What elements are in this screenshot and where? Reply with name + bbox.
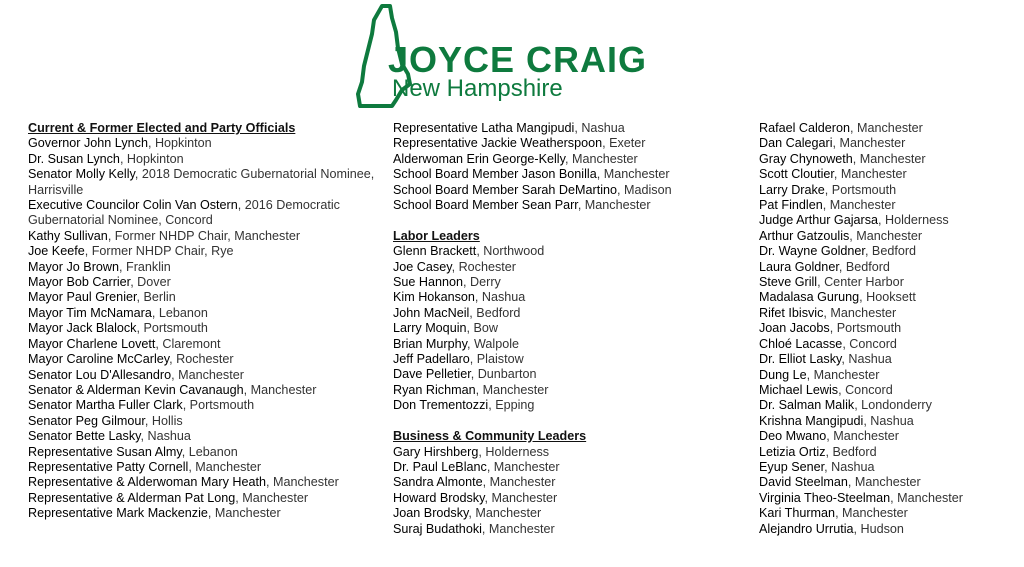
endorser-entry	[393, 522, 733, 537]
endorser-name: Pat Findlen	[759, 198, 823, 213]
endorser-entry	[393, 275, 733, 290]
endorser-name: School Board Member Sean Parr	[393, 198, 578, 213]
endorser-entry	[759, 460, 1019, 475]
endorser-entry	[28, 152, 388, 167]
endorser-entry	[28, 368, 388, 383]
endorsement-column-3	[759, 121, 1019, 552]
endorser-name: Senator Lou D'Allesandro	[28, 367, 172, 382]
endorser-entry	[28, 398, 388, 413]
endorser-entry	[393, 136, 733, 151]
endorser-entry	[28, 290, 388, 305]
endorser-name: Don Trementozzi	[393, 398, 489, 413]
endorser-location: , Manchester	[835, 506, 908, 521]
endorser-location: , Nashua	[474, 290, 526, 305]
endorser-entry	[759, 414, 1019, 429]
endorser-entry	[393, 475, 733, 490]
endorser-name: Dan Calegari	[759, 136, 833, 151]
endorser-entry	[759, 275, 1019, 290]
endorser-entry	[759, 213, 1019, 228]
endorser-entry	[759, 475, 1019, 490]
endorser-entry	[759, 321, 1019, 336]
endorser-name: John MacNeil	[393, 305, 470, 320]
endorser-entry	[28, 136, 388, 151]
endorser-name: Joan Brodsky	[393, 506, 469, 521]
endorser-name: Dave Pelletier	[393, 367, 471, 382]
endorser-name: Joan Jacobs	[759, 321, 830, 336]
endorser-entry	[759, 244, 1019, 259]
endorser-location: , Dunbarton	[470, 367, 537, 382]
endorser-name: Senator Molly Kelly	[28, 167, 135, 182]
endorser-entry	[759, 491, 1019, 506]
endorser-location: , Hudson	[853, 521, 904, 536]
endorser-entry	[28, 445, 388, 460]
endorser-location: , Portsmouth	[829, 321, 902, 336]
endorser-entry	[759, 306, 1019, 321]
endorser-entry	[759, 198, 1019, 213]
endorser-name: Steve Grill	[759, 275, 818, 290]
endorser-entry	[393, 167, 733, 182]
endorser-entry	[28, 321, 388, 336]
section-heading: Labor Leaders	[393, 228, 480, 243]
endorser-name: Senator Bette Lasky	[28, 429, 141, 444]
endorsement-column-1	[28, 121, 388, 537]
endorser-name: Sandra Almonte	[393, 475, 483, 490]
endorser-location: , Bow	[466, 321, 498, 336]
endorser-location: , Exeter	[602, 136, 646, 151]
endorser-location: , Concord	[838, 382, 893, 397]
endorser-location: , Manchester	[847, 475, 921, 490]
endorser-location: , Manchester	[266, 475, 339, 490]
endorser-location: , Lebanon	[181, 444, 238, 459]
endorser-name: Laura Goldner	[759, 259, 839, 274]
logo-title: JOYCE CRAIG	[388, 39, 648, 80]
endorser-location: , Manchester	[243, 382, 317, 397]
endorser-entry	[393, 152, 733, 167]
endorser-name: Dr. Salman Malik	[759, 398, 855, 413]
endorser-location: , Nashua	[824, 459, 875, 474]
endorser-location: , Hollis	[144, 413, 183, 428]
endorser-name: Gray Chynoweth	[759, 151, 853, 166]
endorser-entry	[28, 198, 388, 229]
endorser-entry	[759, 121, 1019, 136]
endorser-entry	[393, 260, 733, 275]
endorser-location: , Manchester	[822, 198, 896, 213]
endorser-name: School Board Member Jason Bonilla	[393, 167, 597, 182]
endorser-entry	[393, 398, 733, 413]
endorser-name: Chloé Lacasse	[759, 336, 843, 351]
endorser-name: Ryan Richman	[393, 382, 476, 397]
endorser-entry	[393, 506, 733, 521]
endorser-entry	[759, 445, 1019, 460]
endorser-location: , Londonderry	[854, 398, 932, 413]
endorser-location: , Nashua	[863, 413, 914, 428]
endorser-name: Mayor Bob Carrier	[28, 275, 131, 290]
endorser-location: , Northwood	[476, 244, 545, 259]
endorsement-section	[393, 229, 733, 414]
endorser-location: , Manchester	[468, 506, 542, 521]
endorser-location: , Manchester	[564, 151, 638, 166]
endorser-entry	[759, 167, 1019, 182]
endorser-location: , Manchester	[475, 382, 549, 397]
endorser-name: Sue Hannon	[393, 275, 464, 290]
endorser-name: Alejandro Urrutia	[759, 521, 854, 536]
endorser-name: David Steelman	[759, 475, 848, 490]
endorser-location: , Manchester	[832, 136, 906, 151]
endorser-entry	[393, 445, 733, 460]
endorser-entry	[28, 460, 388, 475]
endorser-entry	[759, 429, 1019, 444]
endorser-name: Jeff Padellaro	[393, 352, 470, 367]
endorser-location: , Lebanon	[151, 305, 208, 320]
endorser-name: Larry Moquin	[393, 321, 467, 336]
endorser-entry	[759, 398, 1019, 413]
endorser-entry	[759, 506, 1019, 521]
endorser-name: Michael Lewis	[759, 382, 839, 397]
endorser-name: Virginia Theo-Steelman	[759, 490, 891, 505]
endorser-entry	[28, 383, 388, 398]
endorser-name: Larry Drake	[759, 182, 825, 197]
endorser-location: , Bedford	[825, 444, 877, 459]
endorser-location: , Manchester	[806, 367, 880, 382]
endorser-entry	[759, 368, 1019, 383]
endorser-location: , Concord	[842, 336, 897, 351]
endorser-entry	[759, 290, 1019, 305]
endorser-entry	[28, 429, 388, 444]
endorser-name: Dr. Elliot Lasky	[759, 352, 842, 367]
endorser-name: Kathy Sullivan	[28, 228, 108, 243]
endorser-name: Deo Mwano	[759, 429, 827, 444]
endorser-name: Rifet Ibisvic	[759, 305, 824, 320]
endorser-entry	[28, 352, 388, 367]
endorser-name: Mayor Charlene Lovett	[28, 336, 156, 351]
endorser-location: , Center Harbor	[817, 275, 904, 290]
endorser-location: , Plaistow	[469, 352, 524, 367]
endorser-name: Dr. Susan Lynch	[28, 151, 120, 166]
endorser-entry	[393, 367, 733, 382]
endorsement-section	[393, 121, 733, 213]
endorser-name: Senator Martha Fuller Clark	[28, 398, 183, 413]
endorser-location: , Manchester	[482, 475, 556, 490]
endorser-location: , Manchester	[852, 151, 926, 166]
endorser-location: , Manchester	[171, 367, 244, 382]
endorser-location: , Manchester	[481, 521, 555, 536]
endorser-location: , Claremont	[155, 336, 221, 351]
endorser-name: Eyup Sener	[759, 459, 825, 474]
endorser-name: Glenn Brackett	[393, 244, 477, 259]
endorser-location: , Berlin	[136, 290, 176, 305]
endorser-entry	[393, 121, 733, 136]
endorser-location: , Dover	[130, 275, 171, 290]
endorser-name: Suraj Budathoki	[393, 521, 482, 536]
endorser-location: , Portsmouth	[136, 321, 208, 336]
endorser-name: Arthur Gatzoulis	[759, 228, 850, 243]
endorser-name: Mayor Caroline McCarley	[28, 352, 170, 367]
endorser-entry	[28, 414, 388, 429]
endorser-name: Mayor Tim McNamara	[28, 305, 152, 320]
endorser-name: Kim Hokanson	[393, 290, 475, 305]
endorser-entry	[393, 383, 733, 398]
endorser-entry	[393, 198, 733, 213]
endorser-entry	[759, 260, 1019, 275]
endorser-location: , Walpole	[466, 336, 519, 351]
endorser-entry	[28, 475, 388, 490]
endorser-location: , Manchester	[850, 121, 923, 135]
endorser-entry	[759, 152, 1019, 167]
endorser-entry	[393, 321, 733, 336]
endorser-location: , Manchester	[833, 167, 907, 182]
endorser-location: , Former NHDP Chair, Manchester	[107, 228, 301, 243]
endorser-name: Senator Peg Gilmour	[28, 413, 145, 428]
endorser-location: , Madison	[617, 182, 672, 197]
endorser-name: Representative Jackie Weatherspoon	[393, 136, 603, 151]
endorser-location: , Bedford	[838, 259, 890, 274]
endorser-entry	[28, 244, 388, 259]
endorser-entry	[759, 229, 1019, 244]
endorser-location: , Hopkinton	[119, 151, 184, 166]
endorser-name: Senator & Alderman Kevin Cavanaugh	[28, 382, 244, 397]
endorser-location: , Manchester	[577, 198, 651, 213]
endorser-name: Mayor Paul Grenier	[28, 290, 137, 305]
endorser-location: , Franklin	[119, 259, 171, 274]
endorser-entry	[393, 290, 733, 305]
endorser-location: , Bedford	[864, 244, 917, 259]
endorser-location: , Manchester	[849, 228, 923, 243]
endorser-name: Dr. Wayne Goldner	[759, 244, 865, 259]
endorser-entry	[393, 183, 733, 198]
endorser-entry	[28, 491, 388, 506]
endorser-entry	[28, 229, 388, 244]
endorser-entry	[28, 275, 388, 290]
endorser-entry	[28, 260, 388, 275]
endorser-entry	[759, 383, 1019, 398]
endorser-location: , Manchester	[826, 429, 899, 444]
endorser-entry	[28, 306, 388, 321]
campaign-logo	[352, 4, 682, 110]
endorser-location: , Manchester	[596, 167, 670, 182]
endorser-entry	[28, 167, 388, 198]
endorser-location: , Portsmouth	[824, 182, 897, 197]
endorser-name: Kari Thurman	[759, 506, 836, 521]
endorser-entry	[759, 183, 1019, 198]
endorser-location: , Derry	[463, 275, 501, 290]
endorser-location: , Nashua	[140, 429, 191, 444]
endorser-name: Krishna Mangipudi	[759, 413, 864, 428]
endorsement-section	[759, 121, 1019, 537]
endorser-entry	[759, 136, 1019, 151]
endorser-location: , Manchester	[235, 490, 309, 505]
endorser-location: , Manchester	[823, 305, 897, 320]
endorser-entry	[393, 460, 733, 475]
endorsement-section	[393, 429, 733, 537]
endorser-name: Executive Councilor Colin Van Ostern	[28, 198, 238, 213]
endorsement-section	[28, 121, 388, 522]
endorser-entry	[393, 491, 733, 506]
endorser-entry	[393, 244, 733, 259]
endorser-entry	[759, 352, 1019, 367]
endorser-location: , 2016 Democratic Gubernatorial Nominee, Concord	[28, 198, 340, 228]
endorser-location: , Holderness	[478, 444, 550, 459]
endorser-name: Dung Le	[759, 367, 807, 382]
endorser-name: Dr. Paul LeBlanc	[393, 459, 487, 474]
endorser-entry	[759, 337, 1019, 352]
endorser-location: , Hooksett	[859, 290, 916, 305]
endorser-name: Representative Patty Cornell	[28, 459, 189, 474]
endorser-name: Representative & Alderwoman Mary Heath	[28, 475, 266, 490]
logo-subtitle: New Hampshire	[392, 75, 563, 102]
endorser-location: , Rochester	[451, 259, 516, 274]
endorser-name: Gary Hirshberg	[393, 444, 479, 459]
endorser-name: Alderwoman Erin George-Kelly	[393, 151, 565, 166]
section-heading: Business & Community Leaders	[393, 429, 587, 444]
endorser-name: Howard Brodsky	[393, 490, 485, 505]
endorser-name: Representative Mark Mackenzie	[28, 506, 208, 521]
endorser-location: , Manchester	[890, 490, 963, 505]
endorser-location: , Rochester	[169, 352, 234, 367]
endorser-location: , Bedford	[469, 305, 521, 320]
endorser-location: , Holderness	[878, 213, 949, 228]
endorser-entry	[393, 306, 733, 321]
endorser-name: Representative & Alderman Pat Long	[28, 490, 236, 505]
endorser-location: , Portsmouth	[182, 398, 255, 413]
endorser-name: School Board Member Sarah DeMartino	[393, 182, 617, 197]
endorser-name: Madalasa Gurung	[759, 290, 860, 305]
endorser-location: , Manchester	[207, 506, 281, 521]
endorser-name: Representative Susan Almy	[28, 444, 182, 459]
endorser-location: , 2018 Democratic Gubernatorial Nominee, Harrisville	[28, 167, 375, 197]
endorser-location: , Hopkinton	[147, 136, 212, 151]
endorser-location: , Nashua	[841, 352, 892, 367]
endorser-entry	[393, 337, 733, 352]
endorser-location: , Epping	[488, 398, 535, 413]
endorser-name: Representative Latha Mangipudi	[393, 121, 575, 135]
endorser-entry	[28, 337, 388, 352]
endorser-name: Governor John Lynch	[28, 136, 148, 151]
endorser-location: , Former NHDP Chair, Rye	[84, 244, 234, 259]
endorser-location: , Manchester	[188, 459, 262, 474]
endorser-entry	[393, 352, 733, 367]
section-heading: Current & Former Elected and Party Officials	[28, 121, 296, 135]
endorser-name: Letizia Ortiz	[759, 444, 826, 459]
endorser-name: Rafael Calderon	[759, 121, 851, 135]
endorsement-column-2	[393, 121, 733, 552]
endorser-location: , Manchester	[484, 490, 558, 505]
endorser-name: Brian Murphy	[393, 336, 467, 351]
endorser-name: Mayor Jo Brown	[28, 259, 119, 274]
endorser-name: Joe Keefe	[28, 244, 85, 259]
endorser-location: , Manchester	[486, 459, 560, 474]
endorser-name: Joe Casey	[393, 259, 452, 274]
endorser-name: Scott Cloutier	[759, 167, 834, 182]
endorser-entry	[759, 522, 1019, 537]
endorser-entry	[28, 506, 388, 521]
endorser-location: , Nashua	[574, 121, 625, 135]
endorser-name: Judge Arthur Gajarsa	[759, 213, 879, 228]
endorser-name: Mayor Jack Blalock	[28, 321, 137, 336]
